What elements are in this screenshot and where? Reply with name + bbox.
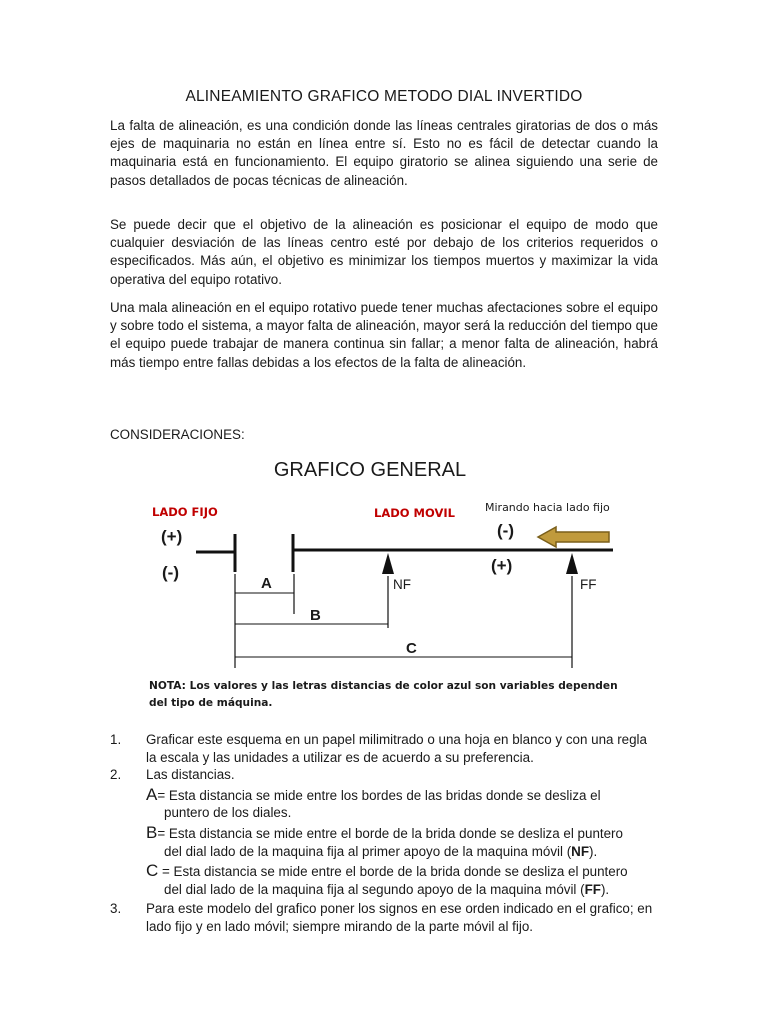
paragraph-definition: La falta de alineación, es una condición donde las líneas centrales giratorias de dos o más ejes de maquinaria no están en línea entre sí. Esto no es fácil de detectar cuando la maquinaria está en funcionamiento. El equipo giratorio se alinea siguiendo una serie de pasos detallados de pocas técnicas de alineación. xyxy=(110,118,658,188)
general-diagram xyxy=(0,450,768,675)
nota-note xyxy=(149,678,629,712)
dimension-a-label: A xyxy=(261,575,272,592)
dimension-c-label: C xyxy=(406,640,417,657)
nota-label: NOTA: xyxy=(149,680,186,692)
dimension-b-label: B xyxy=(310,607,321,624)
step-3 xyxy=(0,900,768,935)
nota-text: Los valores y las letras distancias de color azul son variables dependen del tipo de máquina. xyxy=(149,680,618,709)
distance-c-cont-text: del dial lado de la maquina fija al segundo apoyo de la maquina móvil ( xyxy=(164,881,585,897)
lado-fijo-label: LADO FIJO xyxy=(152,505,218,519)
distance-c-continuation xyxy=(146,882,609,897)
diagram-title: GRAFICO GENERAL xyxy=(273,459,467,481)
step-1-number: 1. xyxy=(110,732,122,747)
distance-c-item xyxy=(0,862,768,898)
plus-movil-sign: (+) xyxy=(491,556,513,575)
distance-b-continuation xyxy=(146,844,597,859)
distance-b-nf: NF xyxy=(571,843,590,859)
distance-b-cont-text: del dial lado de la maquina fija al primer apoyo de la maquina móvil ( xyxy=(164,843,572,859)
steps-list xyxy=(0,731,768,936)
document-title: ALINEAMIENTO GRAFICO METODO DIAL INVERTIDO xyxy=(185,88,583,105)
distance-a-letter: A xyxy=(146,784,158,804)
step-1 xyxy=(0,731,768,766)
distance-c-letter: C xyxy=(146,861,159,881)
paragraph-effects: Una mala alineación en el equipo rotativo puede tener muchas afectaciones sobre el equipo y sobre todo el sistema, a mayor falta de alineación, mayor será la reducción del tiempo que el equipo puede trabajar de manera continua sin fallar; a menor falta de alineación, habrá más tiempo entre fallas debidas a los efectos de la falta de alineación. xyxy=(110,300,658,370)
plus-fijo-sign: (+) xyxy=(161,527,183,546)
distance-c-ff: FF xyxy=(584,881,601,897)
distance-b-item xyxy=(0,824,768,860)
nf-support-icon xyxy=(382,553,394,574)
step-2-number: 2. xyxy=(110,767,122,783)
step-1-text: Graficar este esquema en un papel milimitrado o una hoja en blanco y con una regla la escala y las unidades a utilizar es de acuerdo a su preferencia. xyxy=(146,732,647,765)
considerations-heading: CONSIDERACIONES: xyxy=(110,427,245,442)
step-3-number: 3. xyxy=(110,901,122,917)
ff-support-icon xyxy=(566,553,578,574)
distance-a-continuation: puntero de los diales. xyxy=(164,805,292,821)
minus-movil-sign: (-) xyxy=(497,521,514,540)
direction-arrow-icon xyxy=(538,527,609,547)
step-3-text: Para este modelo del grafico poner los signos en ese orden indicado en el grafico; en lado fijo y en lado móvil; siempre mirando de la parte móvil al fijo. xyxy=(146,901,653,934)
step-2-text: Las distancias. xyxy=(146,767,235,783)
distance-a-text: = Esta distancia se mide entre los bordes de las bridas donde se desliza el xyxy=(157,787,601,803)
distance-b-letter: B xyxy=(146,822,158,842)
mirando-label: Mirando hacia lado fijo xyxy=(485,501,610,514)
nf-label: NF xyxy=(393,577,411,592)
distance-b-end: ). xyxy=(589,843,598,859)
step-2 xyxy=(0,766,768,784)
distance-b-text: = Esta distancia se mide entre el borde de la brida donde se desliza el puntero xyxy=(157,825,623,841)
minus-fijo-sign: (-) xyxy=(162,563,179,582)
lado-movil-label: LADO MOVIL xyxy=(374,506,455,520)
paragraph-objective: Se puede decir que el objetivo de la alineación es posicionar el equipo de modo que cualquier desviación de las líneas centro esté por debajo de los criterios requeridos o especificados. Más aún, el objetivo es minimizar los tiempos muertos y maximizar la vida operativa del equipo rotativo. xyxy=(110,217,658,287)
distance-c-text: = Esta distancia se mide entre el borde de la brida donde se desliza el puntero xyxy=(158,864,628,880)
distance-c-end: ). xyxy=(600,881,610,897)
ff-label: FF xyxy=(580,577,597,592)
distance-a-item xyxy=(0,786,768,822)
